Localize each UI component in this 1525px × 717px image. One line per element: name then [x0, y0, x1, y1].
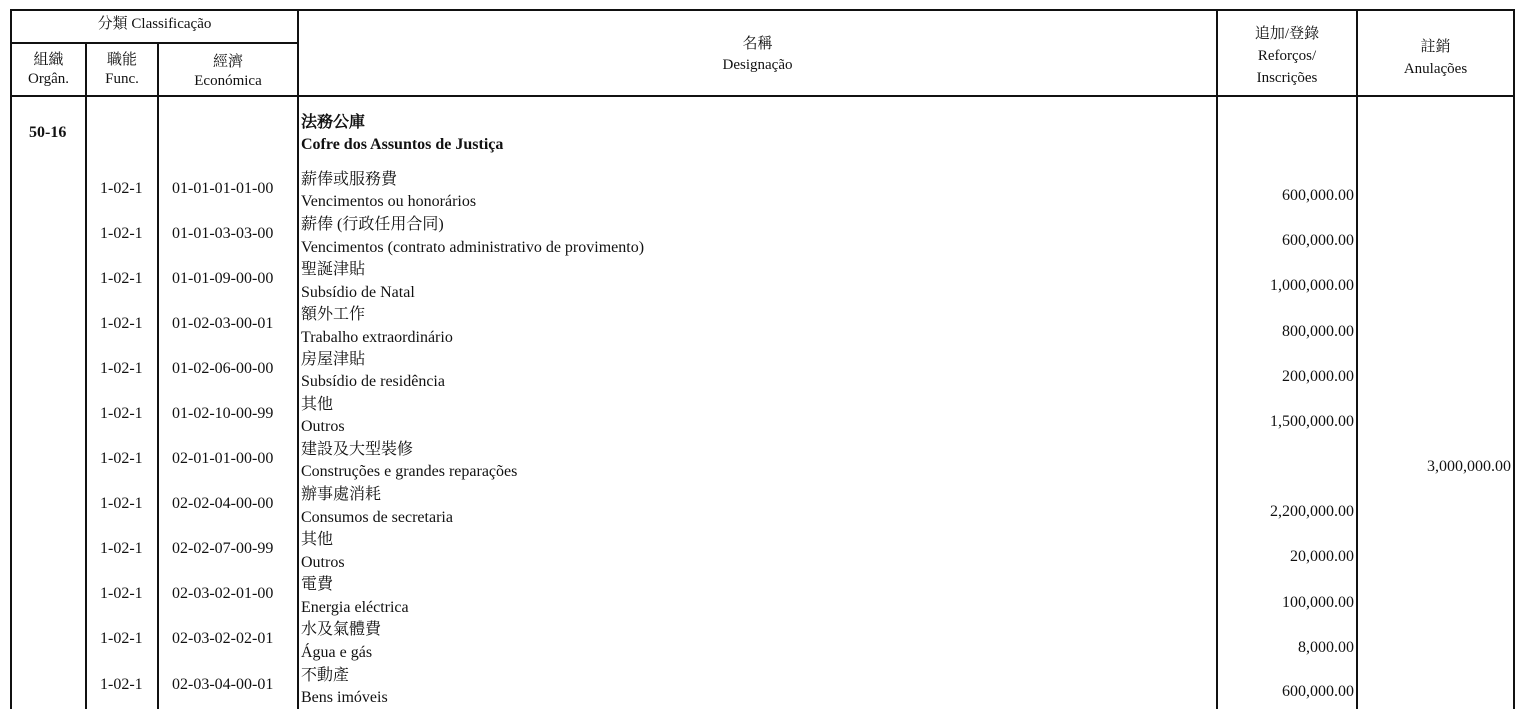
column-divider-econ-designation: [297, 9, 299, 709]
func-header-zh: 職能: [106, 52, 137, 68]
econ-code: 01-01-01-01-00: [172, 180, 274, 197]
econ-code: 01-01-03-03-00: [172, 225, 274, 242]
reinforce-amount: 2,200,000.00: [1270, 503, 1354, 520]
column-divider-func-econ: [157, 42, 159, 709]
econ-code: 02-03-02-01-00: [172, 585, 274, 602]
item-name-pt: Água e gás: [301, 644, 373, 661]
reinforce-amount: 200,000.00: [1282, 368, 1354, 385]
reinforce-amount: 600,000.00: [1282, 187, 1354, 204]
func-code: 1-02-1: [100, 270, 143, 287]
econ-code: 02-01-01-00-00: [172, 450, 274, 467]
econ-code: 02-02-04-00-00: [172, 495, 274, 512]
econ-header-pt: Económica: [194, 73, 262, 89]
cancel-header-zh: 註銷: [1420, 39, 1451, 55]
table-top-border: [10, 9, 1515, 11]
econ-code: 01-02-03-00-01: [172, 315, 274, 332]
func-code: 1-02-1: [100, 315, 143, 332]
item-name-zh: 其他: [301, 531, 334, 548]
designation-header-pt: Designação: [722, 57, 793, 73]
item-name-pt: Outros: [301, 554, 345, 571]
item-name-pt: Subsídio de Natal: [301, 284, 415, 301]
cancel-header-pt: Anulações: [1403, 61, 1468, 77]
func-code: 1-02-1: [100, 630, 143, 647]
header-bottom-border: [10, 95, 1515, 97]
item-name-zh: 額外工作: [301, 306, 366, 323]
func-code: 1-02-1: [100, 495, 143, 512]
item-name-pt: Outros: [301, 418, 345, 435]
item-name-zh: 電費: [301, 576, 334, 593]
func-code: 1-02-1: [100, 225, 143, 242]
reinforce-amount: 8,000.00: [1298, 639, 1354, 656]
item-name-zh: 其他: [301, 396, 334, 413]
section-title-pt: Cofre dos Assuntos de Justiça: [301, 136, 504, 153]
econ-header-zh: 經濟: [212, 54, 243, 70]
column-divider-organ-func: [85, 42, 87, 709]
item-name-pt: Consumos de secretaria: [301, 509, 453, 526]
table-right-border: [1513, 9, 1515, 709]
reinforce-amount: 1,500,000.00: [1270, 413, 1354, 430]
classification-divider: [10, 42, 298, 44]
item-name-zh: 薪俸或服務費: [301, 171, 398, 188]
func-header-pt: Func.: [105, 71, 139, 87]
item-name-pt: Trabalho extraordinário: [301, 329, 453, 346]
item-name-zh: 房屋津貼: [301, 351, 366, 368]
func-code: 1-02-1: [100, 450, 143, 467]
organ-header-pt: Orgân.: [28, 71, 69, 87]
reinforce-header-zh: 追加/登錄: [1254, 26, 1320, 42]
item-name-zh: 辦事處消耗: [301, 486, 382, 503]
func-code: 1-02-1: [100, 180, 143, 197]
reinforce-amount: 600,000.00: [1282, 683, 1354, 700]
item-name-pt: Construções e grandes reparações: [301, 463, 518, 480]
econ-code: 02-03-04-00-01: [172, 676, 274, 693]
item-name-zh: 建設及大型裝修: [301, 441, 414, 458]
econ-code: 01-01-09-00-00: [172, 270, 274, 287]
section-title-zh: 法務公庫: [301, 114, 366, 131]
func-code: 1-02-1: [100, 540, 143, 557]
reinforce-amount: 800,000.00: [1282, 323, 1354, 340]
func-code: 1-02-1: [100, 405, 143, 422]
reinforce-amount: 600,000.00: [1282, 232, 1354, 249]
item-name-zh: 薪俸 (行政任用合同): [301, 216, 444, 233]
reinforce-amount: 1,000,000.00: [1270, 277, 1354, 294]
item-name-pt: Energia eléctrica: [301, 599, 409, 616]
column-divider-reinforce-cancel: [1356, 9, 1358, 709]
econ-code: 01-02-10-00-99: [172, 405, 274, 422]
reinforce-amount: 20,000.00: [1290, 548, 1354, 565]
item-name-pt: Subsídio de residência: [301, 373, 445, 390]
item-name-zh: 聖誕津貼: [301, 261, 366, 278]
reinforce-header-pt-line2: Inscrições: [1256, 70, 1318, 86]
reinforce-amount: 100,000.00: [1282, 594, 1354, 611]
item-name-pt: Vencimentos ou honorários: [301, 193, 477, 210]
item-name-zh: 不動產: [301, 667, 350, 684]
organ-header-zh: 組織: [33, 52, 64, 68]
item-name-zh: 水及氣體費: [301, 621, 382, 638]
item-name-pt: Bens imóveis: [301, 689, 388, 706]
table-left-border: [10, 9, 12, 709]
cancel-amount: 3,000,000.00: [1427, 458, 1511, 475]
func-code: 1-02-1: [100, 585, 143, 602]
func-code: 1-02-1: [100, 676, 143, 693]
econ-code: 02-02-07-00-99: [172, 540, 274, 557]
econ-code: 02-03-02-02-01: [172, 630, 274, 647]
item-name-pt: Vencimentos (contrato administrativo de provimento): [301, 239, 645, 256]
designation-header-zh: 名稱: [742, 36, 773, 52]
organ-code: 50-16: [29, 124, 67, 141]
classification-header: 分類 Classificação: [97, 16, 212, 32]
reinforce-header-pt-line1: Reforços/: [1257, 48, 1317, 64]
econ-code: 01-02-06-00-00: [172, 360, 274, 377]
func-code: 1-02-1: [100, 360, 143, 377]
